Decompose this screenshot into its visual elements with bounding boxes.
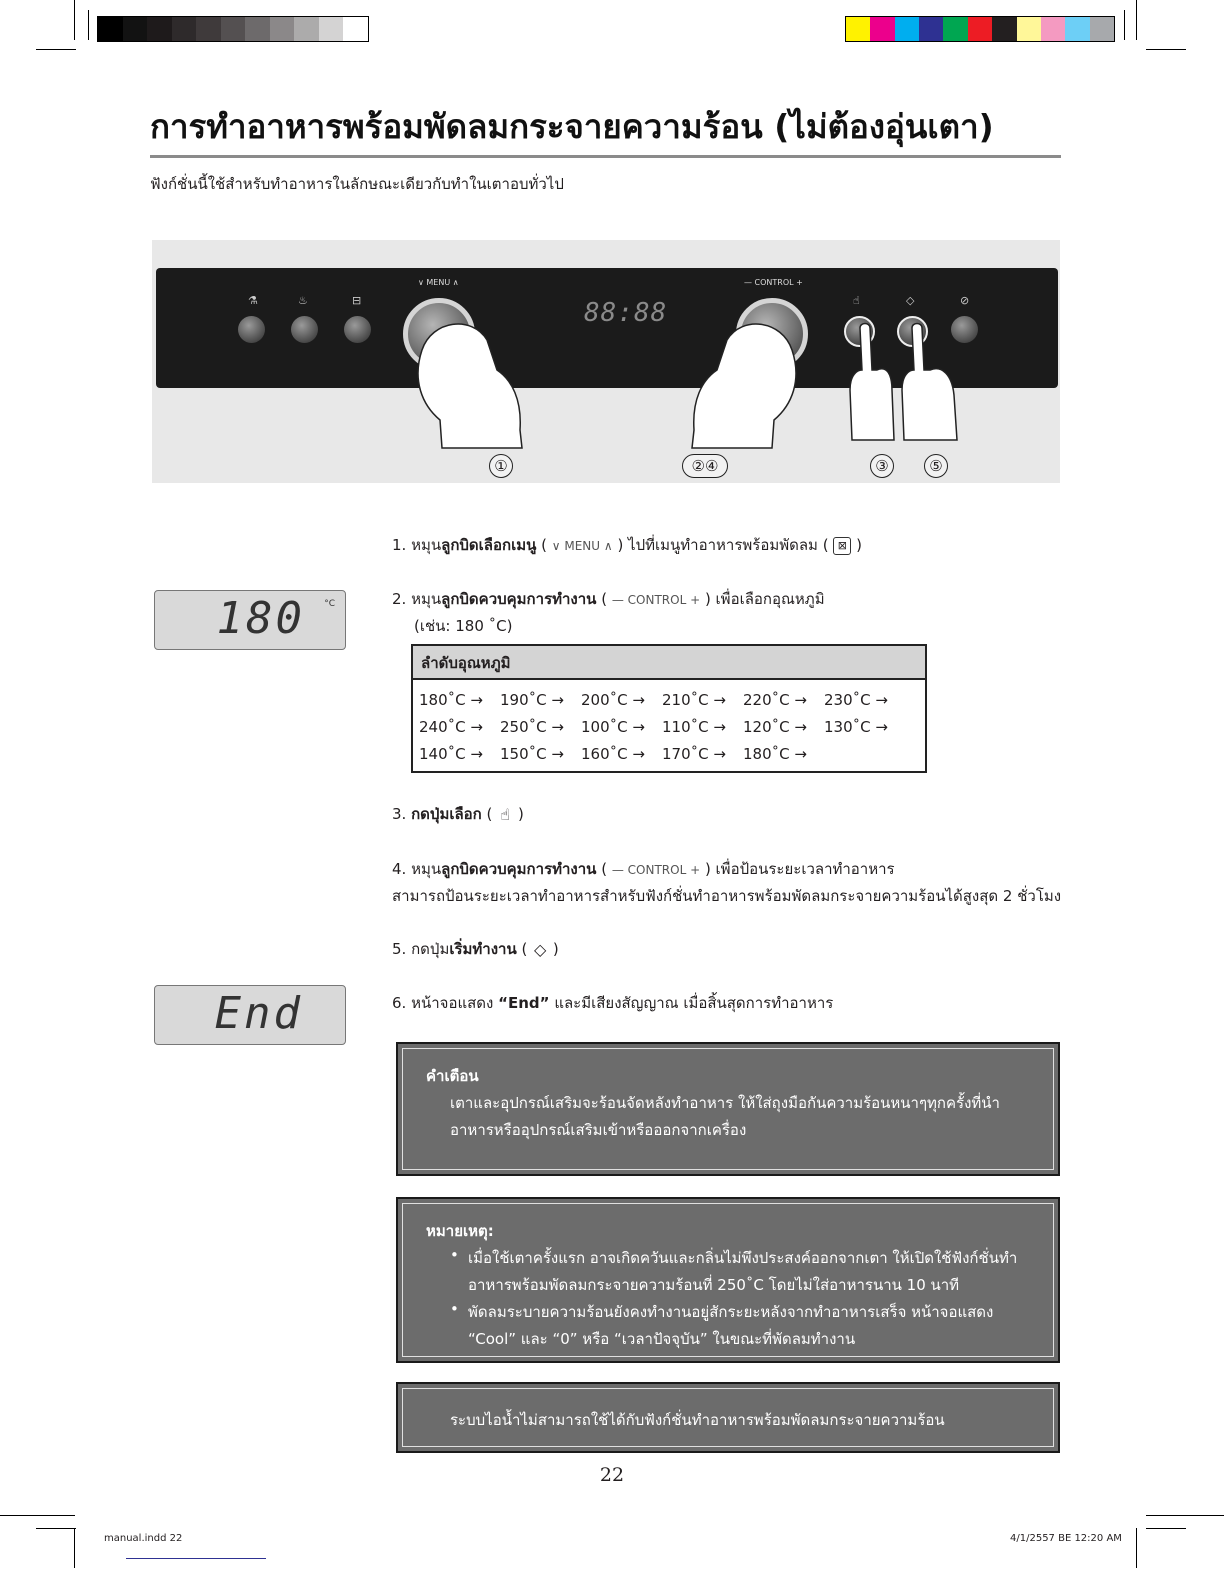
color-swatch — [1041, 17, 1065, 41]
page-title: การทำอาหารพร้อมพัดลมกระจายความร้อน (ไม่ต้องอุ่นเตา) — [150, 107, 994, 146]
color-swatch — [270, 17, 295, 41]
page-subtitle: ฟังก์ชั่นนี้ใช้สำหรับทำอาหารในลักษณะเดียวกับทำในเตาอบทั่วไป — [150, 175, 564, 193]
crop-mark — [36, 49, 76, 50]
temperature-table-header: ลำดับอุณหภูมิ — [413, 646, 925, 680]
color-swatch — [294, 17, 319, 41]
color-swatch — [943, 17, 967, 41]
table-cell: 210˚C → — [662, 690, 726, 709]
table-cell: 220˚C → — [743, 690, 807, 709]
crop-mark — [0, 1515, 75, 1516]
table-cell: 240˚C → — [419, 717, 483, 736]
callout-3: ③ — [870, 454, 894, 478]
crop-mark — [1146, 1515, 1224, 1516]
step-2-example: (เช่น: 180 ˚C) — [414, 617, 513, 635]
step-5: 5. กดปุ่มเริ่มทำงาน ( ◇ ) — [392, 939, 559, 959]
page-number: 22 — [599, 1464, 625, 1486]
table-cell: 180˚C → — [419, 690, 483, 709]
hand-icon: ☝ — [853, 294, 860, 307]
color-swatch — [1017, 17, 1041, 41]
warning-text-line: อาหารหรืออุปกรณ์เสริมเข้าหรือออกจากเครื่อง — [450, 1121, 747, 1139]
steam-note-text: ระบบไอน้ำไม่สามารถใช้ได้กับฟังก์ชั่นทำอาหารพร้อมพัดลมกระจายความร้อน — [450, 1411, 945, 1429]
table-row — [419, 740, 919, 767]
table-cell: 110˚C → — [662, 717, 726, 736]
menu-knob-glyph: ∨ MENU ∧ — [551, 539, 613, 553]
table-cell: 180˚C → — [743, 744, 807, 763]
crop-mark — [36, 1528, 76, 1529]
table-cell: 200˚C → — [581, 690, 645, 709]
bullet: • — [450, 1300, 459, 1318]
hand-turning-menu-knob — [402, 310, 532, 450]
crop-mark — [88, 10, 89, 40]
table-row — [419, 713, 919, 740]
crop-mark — [1146, 1528, 1186, 1529]
color-swatch — [870, 17, 894, 41]
remark-title: หมายเหตุ: — [426, 1222, 494, 1240]
print-datetime: 4/1/2557 BE 12:20 AM — [1010, 1533, 1122, 1544]
title-underline — [150, 155, 1061, 158]
remark-text-line: เมื่อใช้เตาครั้งแรก อาจเกิดควันและกลิ่นไม่พึงประสงค์ออกจากเตา ให้เปิดใช้ฟังก์ชั่นทำ — [468, 1249, 1018, 1267]
crop-mark — [1136, 0, 1137, 40]
color-swatch — [319, 17, 344, 41]
hand-pressing-buttons — [842, 320, 972, 450]
color-swatch — [895, 17, 919, 41]
color-registration-bar — [845, 16, 1115, 42]
table-cell: 230˚C → — [824, 690, 888, 709]
remark-text-line: อาหารพร้อมพัดลมกระจายความร้อนที่ 250˚C โดยไม่ใส่อาหารนาน 10 นาที — [468, 1276, 960, 1294]
select-hand-icon: ☝ — [500, 804, 511, 824]
step-3: 3. กดปุ่มเลือก ( ☝ ) — [392, 804, 524, 824]
warning-box — [396, 1042, 1060, 1176]
control-knob-glyph: — CONTROL + — [611, 863, 701, 877]
color-swatch — [147, 17, 172, 41]
color-swatch — [245, 17, 270, 41]
table-cell: 170˚C → — [662, 744, 726, 763]
fan-cooking-icon: ⊠ — [833, 537, 851, 555]
remark-text-line: พัดลมระบายความร้อนยังคงทำงานอยู่สักระยะหลังจากทำอาหารเสร็จ หน้าจอแสดง — [468, 1303, 994, 1321]
remark-text-line: “Cool” และ “0” หรือ “เวลาปัจจุบัน” ในขณะที่พัดลมทำงาน — [468, 1330, 856, 1348]
color-swatch — [343, 17, 368, 41]
temperature-display-value: 180 — [216, 593, 305, 644]
step-6: 6. หน้าจอแสดง “End” และมีเสียงสัญญาณ เมื่อสิ้นสุดการทำอาหาร — [392, 994, 834, 1012]
stop-icon: ⊘ — [960, 294, 970, 307]
water-tank-button — [344, 316, 371, 343]
steam-clean-button — [291, 316, 318, 343]
control-knob-label: — CONTROL + — [744, 278, 803, 287]
steam-icon: ⚗ — [248, 294, 258, 307]
remark-box — [396, 1197, 1060, 1363]
end-display-value: End — [214, 988, 303, 1039]
crop-mark — [1136, 1528, 1137, 1568]
temperature-display-unit: °C — [324, 599, 335, 609]
step-4: 4. หมุนลูกบิดควบคุมการทำงาน ( — CONTROL + ) เพื่อป้อนระยะเวลาทำอาหาร — [392, 860, 895, 878]
step-1: 1. หมุนลูกบิดเลือกเมนู ( ∨ MENU ∧ ) ไปที่เมนูทำอาหารพร้อมพัดลม ( ⊠ ) — [392, 536, 862, 554]
crop-mark — [74, 0, 75, 40]
color-swatch — [1090, 17, 1114, 41]
table-cell: 190˚C → — [500, 690, 564, 709]
warning-text-line: เตาและอุปกรณ์เสริมจะร้อนจัดหลังทำอาหาร ให้ใส่ถุงมือกันความร้อนหนาๆทุกครั้งที่นำ — [450, 1094, 1000, 1112]
color-swatch — [992, 17, 1016, 41]
end-display — [154, 985, 346, 1045]
callout-5: ⑤ — [924, 454, 948, 478]
panel-display: 88:88 — [584, 298, 668, 328]
callout-1: ① — [489, 454, 513, 478]
table-cell: 250˚C → — [500, 717, 564, 736]
crop-mark — [1124, 10, 1125, 40]
color-swatch — [123, 17, 148, 41]
color-swatch — [221, 17, 246, 41]
color-swatch — [846, 17, 870, 41]
color-swatch — [98, 17, 123, 41]
table-row — [419, 686, 919, 713]
table-cell: 100˚C → — [581, 717, 645, 736]
crop-mark — [1146, 49, 1186, 50]
temperature-table-body — [413, 680, 925, 771]
water-tank-icon: ⊟ — [352, 294, 362, 307]
steam-clean-icon: ♨ — [298, 294, 308, 307]
table-cell: 120˚C → — [743, 717, 807, 736]
slug-underline — [126, 1558, 266, 1559]
table-cell: 160˚C → — [581, 744, 645, 763]
step-4-note: สามารถป้อนระยะเวลาทำอาหารสำหรับฟังก์ชั่นทำอาหารพร้อมพัดลมกระจายความร้อนได้สูงสุด 2 ชั่วโมง — [392, 887, 1062, 905]
crop-mark — [74, 1528, 75, 1568]
color-swatch — [1065, 17, 1089, 41]
color-swatch — [919, 17, 943, 41]
file-slug: manual.indd 22 — [104, 1533, 183, 1544]
warning-title: คำเตือน — [426, 1067, 479, 1085]
steam-button — [238, 316, 265, 343]
steam-note-box — [396, 1382, 1060, 1453]
grayscale-registration-bar — [97, 16, 369, 42]
table-cell: 140˚C → — [419, 744, 483, 763]
temperature-display — [154, 590, 346, 650]
control-panel-illustration — [152, 240, 1060, 483]
color-swatch — [172, 17, 197, 41]
start-icon: ◇ — [906, 294, 915, 307]
step-2: 2. หมุนลูกบิดควบคุมการทำงาน ( — CONTROL + ) เพื่อเลือกอุณหภูมิ — [392, 590, 825, 608]
color-swatch — [968, 17, 992, 41]
start-icon: ◇ — [533, 939, 547, 959]
bullet: • — [450, 1246, 459, 1264]
hand-turning-control-knob — [682, 310, 812, 450]
control-knob-glyph: — CONTROL + — [611, 593, 701, 607]
color-swatch — [196, 17, 221, 41]
callout-2-4: ②④ — [682, 454, 728, 478]
menu-knob-label: ∨ MENU ∧ — [418, 278, 459, 287]
table-cell: 130˚C → — [824, 717, 888, 736]
temperature-sequence-table — [411, 644, 927, 773]
table-cell: 150˚C → — [500, 744, 564, 763]
